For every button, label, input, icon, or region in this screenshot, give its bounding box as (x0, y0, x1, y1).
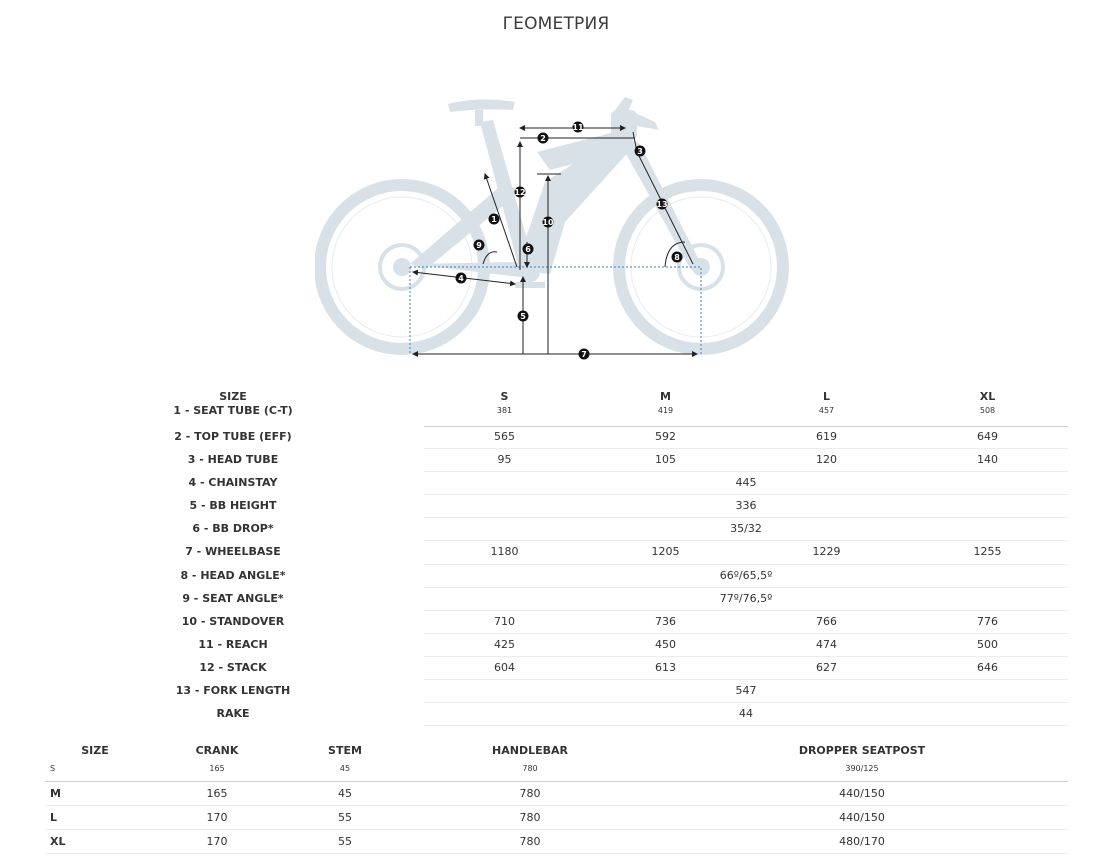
value-cell: 140 (977, 453, 998, 467)
geometry-row-labels (135, 391, 331, 725)
cell-dropper: 480/170 (839, 835, 885, 848)
marker-9 (474, 240, 485, 251)
svg-text:5: 5 (520, 312, 526, 321)
label-head-tube: 3 - HEAD TUBE (187, 453, 279, 467)
row-chainstay (424, 472, 1068, 495)
svg-text:12: 12 (514, 188, 526, 197)
value-cell: 450 (655, 637, 676, 651)
row-stack (424, 657, 1068, 680)
value-cell: 766 (816, 614, 837, 628)
cell-dropper: 440/150 (839, 787, 885, 800)
value-cell: 425 (494, 637, 515, 651)
cell-handlebar: 780 (519, 787, 541, 800)
value-cell: 565 (494, 430, 515, 443)
row-head-angle (424, 565, 1068, 588)
first-row-size: S (50, 764, 56, 773)
first-row-dropper: 390/125 (845, 764, 879, 773)
row-bb-drop (424, 518, 1068, 541)
seat-tube-value: 457 (818, 406, 835, 415)
marker-13 (656, 199, 667, 210)
size-column-l (746, 388, 907, 415)
label-head-angle: 8 - HEAD ANGLE* (180, 568, 286, 582)
value-cell: 1229 (812, 545, 841, 559)
size-name: M (660, 390, 671, 403)
label-bb-height: 5 - BB HEIGHT (189, 499, 277, 513)
label-seat-angle: 9 - SEAT ANGLE* (182, 591, 284, 605)
marker-5 (518, 311, 529, 322)
row-rake (424, 703, 1068, 726)
header-handlebar: HANDLEBAR (492, 744, 568, 757)
geometry-size-header (424, 388, 1068, 427)
value-cell: 1180 (490, 545, 519, 559)
svg-text:7: 7 (581, 350, 587, 359)
row-top-tube (424, 426, 1068, 449)
components-header (45, 744, 1068, 782)
value-cell: 44 (739, 707, 753, 721)
label-top-tube: 2 - TOP TUBE (EFF) (174, 430, 292, 443)
marker-3 (635, 146, 646, 157)
svg-text:2: 2 (540, 134, 546, 143)
value-cell: 95 (497, 453, 512, 467)
marker-12 (514, 187, 525, 198)
value-cell: 619 (816, 430, 837, 443)
value-cell: 736 (655, 614, 676, 628)
cell-crank: 170 (206, 835, 228, 848)
label-seat-tube: 1 - SEAT TUBE (C-T) (173, 404, 293, 417)
marker-2 (538, 133, 549, 144)
row-reach (424, 634, 1068, 657)
first-row-handlebar: 780 (522, 764, 538, 773)
label-rake: RAKE (216, 707, 250, 721)
label-chainstay: 4 - CHAINSTAY (188, 476, 278, 490)
value-cell: 105 (655, 453, 676, 467)
value-cell: 710 (494, 614, 515, 628)
size-name: L (822, 390, 830, 403)
header-crank: CRANK (195, 744, 239, 757)
size-name: S (500, 390, 509, 403)
first-row-crank: 165 (209, 764, 225, 773)
page-title: ГЕОМЕТРИЯ (502, 14, 610, 34)
value-cell: 120 (816, 453, 837, 467)
marker-11 (572, 122, 584, 133)
label-reach: 11 - REACH (198, 637, 268, 651)
label-standover: 10 - STANDOVER (181, 614, 285, 628)
cell-size: XL (50, 835, 66, 848)
value-cell: 1255 (973, 545, 1002, 559)
row-fork-length (424, 680, 1068, 703)
value-cell: 649 (977, 430, 998, 443)
svg-text:4: 4 (458, 274, 464, 283)
label-fork-length: 13 - FORK LENGTH (175, 684, 291, 698)
label-size: SIZE (219, 390, 247, 403)
value-cell: 77º/76,5º (719, 591, 773, 605)
value-cell: 35/32 (730, 522, 762, 536)
cell-stem: 55 (338, 835, 352, 848)
row-seat-angle (424, 588, 1068, 611)
value-cell: 592 (655, 430, 676, 443)
component-row-l (45, 806, 1068, 830)
value-cell: 627 (816, 660, 837, 674)
value-cell: 66º/65,5º (719, 568, 773, 582)
header-dropper-seatpost: DROPPER SEATPOST (798, 744, 926, 757)
label-bb-drop: 6 - BB DROP* (192, 522, 274, 536)
bike-geometry-diagram (315, 92, 795, 364)
value-cell: 336 (735, 499, 757, 513)
header-size: SIZE (81, 744, 109, 757)
seat-tube-value: 508 (979, 406, 996, 415)
svg-text:6: 6 (525, 245, 531, 254)
header-stem: STEM (328, 744, 362, 757)
value-cell: 613 (655, 660, 676, 674)
row-wheelbase (424, 541, 1068, 564)
label-stack: 12 - STACK (199, 660, 267, 674)
cell-stem: 45 (338, 787, 352, 800)
value-cell: 604 (494, 660, 515, 674)
row-standover (424, 611, 1068, 634)
cell-size: M (50, 787, 61, 800)
svg-text:1: 1 (491, 215, 497, 224)
svg-text:9: 9 (476, 241, 482, 250)
marker-8 (672, 252, 683, 263)
svg-text:3: 3 (637, 147, 643, 156)
value-cell: 646 (977, 660, 998, 674)
component-row-xl (45, 830, 1068, 854)
svg-text:10: 10 (542, 218, 554, 227)
value-cell: 776 (977, 614, 998, 628)
seat-tube-value: 381 (496, 406, 513, 415)
components-table (45, 744, 1068, 854)
marker-7 (579, 349, 590, 360)
marker-6 (523, 244, 534, 255)
size-column-m (585, 388, 746, 415)
row-bb-height (424, 495, 1068, 518)
value-cell: 1205 (651, 545, 680, 559)
size-name: XL (979, 390, 996, 403)
cell-crank: 165 (206, 787, 228, 800)
value-cell: 547 (735, 684, 757, 698)
marker-10 (542, 217, 554, 228)
size-column-xl (907, 388, 1068, 415)
size-column-s (424, 388, 585, 415)
cell-handlebar: 780 (519, 811, 541, 824)
first-row-stem: 45 (339, 764, 351, 773)
cell-dropper: 440/150 (839, 811, 885, 824)
value-cell: 445 (735, 476, 757, 490)
cell-stem: 55 (338, 811, 352, 824)
svg-text:13: 13 (656, 200, 668, 209)
cell-handlebar: 780 (519, 835, 541, 848)
label-wheelbase: 7 - WHEELBASE (185, 545, 281, 559)
value-cell: 474 (816, 637, 837, 651)
marker-4 (456, 273, 467, 284)
svg-text:11: 11 (572, 123, 584, 132)
row-head-tube (424, 449, 1068, 472)
value-cell: 500 (977, 637, 998, 651)
marker-1 (489, 214, 500, 225)
geometry-values (424, 426, 1068, 726)
cell-crank: 170 (206, 811, 228, 824)
cell-size: L (50, 811, 58, 824)
seat-tube-value: 419 (657, 406, 674, 415)
component-row-m (45, 782, 1068, 806)
svg-text:8: 8 (674, 253, 680, 262)
